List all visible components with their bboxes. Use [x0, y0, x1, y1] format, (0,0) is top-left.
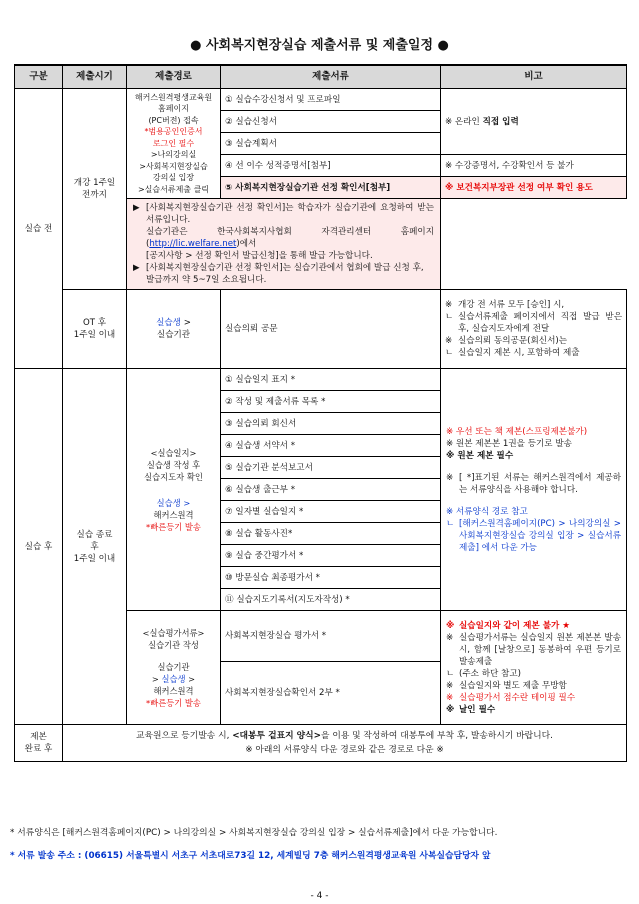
submission-table — [14, 64, 626, 811]
doc-item: ① 실습일지 표지 * — [221, 369, 441, 391]
doc-item: ④ 선 이수 성적증명서[첨부] — [221, 155, 441, 177]
info-line: 실습기관은 한국사회복지사협회 자격관리센터 홈페이지(http://lic.welfare.net)에서 — [146, 227, 434, 249]
doc-item: ② 실습신청서 — [221, 111, 441, 133]
footer-form-path: * 서류양식은 [해커스원격홈페이지(PC) > 나의강의실 > 사회복지현장실습 강의실 입장 > 실습서류제출]에서 다운 가능합니다. — [10, 828, 498, 838]
route-ot: 실습생 > 실습기관 — [127, 290, 221, 369]
route-line: (PC버전) 접속 — [148, 115, 199, 125]
header-cell: 구분 — [15, 65, 63, 89]
header-cell: 비고 — [441, 65, 627, 89]
doc-item: ⑨ 실습 중간평가서 * — [221, 545, 441, 567]
route-line: 해커스원격평생교육원 — [134, 92, 213, 102]
selection-info-box — [127, 199, 441, 290]
note-journal: ※ 우선 또는 책 제본(스프링제본불가) ※ 원본 제본본 1권을 등기로 발송 ※ 원본 제본 필수 ※ [ *]표기된 서류는 해커스원격에서 제공하는 서류양식을 사용해야 합니다. ※ 서류양식 경로 참고 ㄴ [해커스원격홈페이지(PC) > 나의강의실 > 사회복지현장실습 강의실 입장 > 실습서류제출] 에서 다운 가능 — [441, 369, 627, 611]
page-number: - 4 - — [310, 891, 329, 901]
doc-item: ⑤ 사회복지현장실습기관 선정 확인서[첨부] — [221, 177, 441, 199]
route-before — [127, 89, 221, 199]
note-ot: ※ 개강 전 서류 모두 [승인] 시, ㄴ 실습서류제출 페이지에서 직접 발급 받은 후, 실습지도자에게 전달 ※ 실습의뢰 동의공문(회신서)는 ㄴ 실습일지 제본 시, 포함하여 제출 — [441, 290, 627, 369]
info-line: [사회복지현장실습기관 선정 확인서]는 학습자가 실습기관에 요청하여 받는 서류입니다. — [146, 203, 434, 225]
welfare-link[interactable]: http://lic.welfare.net — [149, 239, 237, 249]
route-path: >나의강의실 >사회복지현장실습 강의실 입장 >실습서류제출 클릭 — [137, 150, 210, 194]
doc-item: ① 실습수강신청서 및 프로파일 — [221, 89, 441, 111]
completion-note: 교육원으로 등기발송 시, <대봉투 겉표지 양식>을 이용 및 작성하여 대봉투에 부착 후, 발송하시기 바랍니다. ※ 아래의 서류양식 다운 경로와 같은 경로로 다운 ※ — [63, 725, 627, 762]
timing-before: 개강 1주일 전까지 — [63, 89, 127, 290]
doc-item: ② 작성 및 제출서류 목록 * — [221, 391, 441, 413]
info-line: [사회복지현장실습기관 선정 확인서]는 실습기관에서 협회에 발급 신청 후, — [146, 263, 424, 273]
note-text: ※ 온라인 — [445, 116, 483, 127]
header-cell: 제출경로 — [127, 65, 221, 89]
doc-item: ④ 실습생 서약서 * — [221, 435, 441, 457]
doc-item: 실습의뢰 공문 — [221, 290, 441, 369]
doc-item: ③ 실습계획서 — [221, 133, 441, 155]
doc-item: ⑧ 실습 활동사진* — [221, 523, 441, 545]
footer-mail-address: * 서류 발송 주소 : (06615) 서울특별시 서초구 서초대로73길 12, 세계빌딩 7층 해커스원격평생교육원 사복실습담당자 앞 — [10, 851, 491, 861]
route-after-journal: <실습일지> 실습생 작성 후 실습지도자 확인 실습생 > 해커스원격 *빠른등기 발송 — [127, 369, 221, 611]
table-header-row — [15, 65, 627, 89]
doc-item: ⑤ 실습기관 분석보고서 — [221, 457, 441, 479]
doc-item: ⑥ 실습생 출근부 * — [221, 479, 441, 501]
route-line: 홈페이지 — [158, 104, 189, 114]
phase-after: 실습 후 — [15, 369, 63, 725]
page-title: ● 사회복지현장실습 제출서류 및 제출일정 ● — [190, 38, 449, 53]
note-eval: ※ 실습일지와 같이 제본 불가 ★ ※ 실습평가서류는 실습일지 원본 제본본 발송 시, 함께 [날창으로] 동봉하여 우편 등기로 발송제출 ㄴ (주소 하단 참고) ※ 실습일지와 별도 제출 무방함 ※ 실습평가서 점수란 테이핑 필수 ※ 날인 필수 — [441, 611, 627, 725]
triangle-icon: ▶ — [133, 263, 140, 273]
doc-item: ③ 실습의뢰 회신서 — [221, 413, 441, 435]
note-online — [441, 89, 627, 155]
route-cert-note: *범용공인인증서 로그인 필수 — [144, 127, 203, 148]
triangle-icon: ▶ — [133, 203, 140, 213]
doc-item: ⑩ 방문실습 최종평가서 * — [221, 567, 441, 589]
phase-before: 실습 전 — [15, 89, 63, 369]
note-bold: 직접 입력 — [482, 116, 519, 127]
route-after-eval: <실습평가서류> 실습기관 작성 실습기관 > 실습생 > 해커스원격 *빠른등기 발송 — [127, 611, 221, 725]
doc-item: 사회복지현장실습 평가서 * — [221, 611, 441, 662]
note-select: ※ 보건복지부장관 선정 여부 확인 용도 — [441, 177, 627, 199]
doc-item: ⑪ 실습지도기록서(지도자작성) * — [221, 589, 441, 611]
note-cert: ※ 수강증명서, 수강확인서 등 불가 — [441, 155, 627, 177]
info-line: 발급까지 약 5~7일 소요됩니다. — [146, 275, 267, 285]
doc-item: ⑦ 일자별 실습일지 * — [221, 501, 441, 523]
timing-after: 실습 종료 후 1주일 이내 — [63, 369, 127, 725]
header-cell: 제출서류 — [221, 65, 441, 89]
info-line: [공지사항 > 선정 확인서 발급신청]을 통해 발급 가능합니다. — [146, 251, 373, 261]
header-cell: 제출시기 — [63, 65, 127, 89]
phase-completion: 제본 완료 후 — [15, 725, 63, 762]
timing-ot: OT 후 1주일 이내 — [63, 290, 127, 369]
doc-item: 사회복지현장실습확인서 2부 * — [221, 662, 441, 725]
